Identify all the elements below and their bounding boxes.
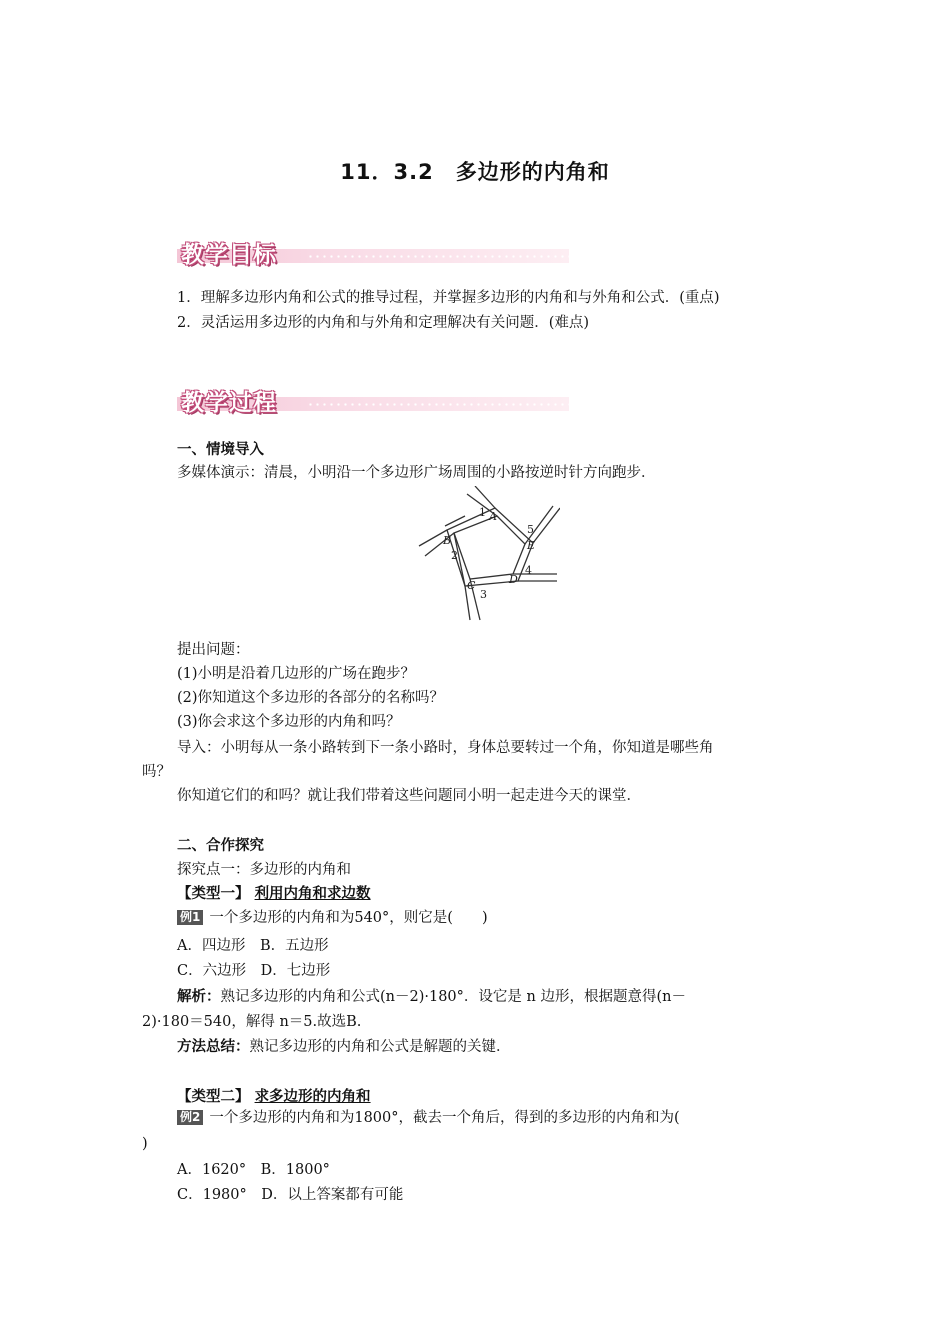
example2-stem <box>177 1108 680 1128</box>
example1-analysis <box>177 987 686 1007</box>
type1-name: 利用内角和求边数 <box>254 886 371 902</box>
example1-text: 一个多边形的内角和为540°，则它是( ) <box>209 910 488 926</box>
example1-stem <box>177 908 488 928</box>
label-4: 4 <box>525 564 532 577</box>
part2-heading: 二、合作探究 <box>177 838 264 854</box>
label-D: D <box>509 573 518 586</box>
type1-heading <box>177 884 371 904</box>
example1-options-row: C．六边形 D．七边形 <box>177 963 331 979</box>
label-2: 2 <box>451 549 458 562</box>
question-item: (2)你知道这个多边形的各部分的名称吗？ <box>177 690 445 706</box>
part1-intro: 多媒体演示：清晨，小明沿一个多边形广场周围的小路按逆时针方向跑步． <box>177 465 656 481</box>
type2-heading <box>177 1087 371 1107</box>
label-A: A <box>489 510 497 523</box>
example2-stem-wrap: ) <box>142 1136 148 1152</box>
goal-item: 2．灵活运用多边形的内角和与外角和定理解决有关问题．(难点) <box>177 315 590 331</box>
example1-summary <box>177 1037 511 1057</box>
banner-label: 教学目标 <box>181 242 277 268</box>
type2-name: 求多边形的内角和 <box>254 1089 371 1105</box>
section-banner-process <box>177 384 569 418</box>
pentagon-path-figure <box>415 486 560 622</box>
example1-badge: 例1 <box>177 910 203 925</box>
example2-options-row: C．1980° D．以上答案都有可能 <box>177 1187 404 1203</box>
question-item: (1)小明是沿着几边形的广场在跑步？ <box>177 666 416 682</box>
label-E: E <box>527 539 536 552</box>
label-1: 1 <box>479 506 486 519</box>
example2-text: 一个多边形的内角和为1800°，截去一个角后，得到的多边形的内角和为( <box>209 1110 680 1126</box>
summary-label: 方法总结： <box>177 1039 250 1055</box>
type1-tag: 【类型一】 <box>177 886 250 902</box>
summary-text: 熟记多边形的内角和公式是解题的关键． <box>249 1039 511 1055</box>
lead-text-2: 你知道它们的和吗？就让我们带着这些问题同小明一起走进今天的课堂． <box>177 788 641 804</box>
analysis-text: 熟记多边形的内角和公式(n－2)·180°．设它是 n 边形，根据题意得(n－ <box>220 989 686 1005</box>
explore-point: 探究点一：多边形的内角和 <box>177 862 351 878</box>
label-C: C <box>467 579 476 592</box>
label-3: 3 <box>480 588 487 601</box>
question-item: (3)你会求这个多边形的内角和吗？ <box>177 714 401 730</box>
goal-item: 1．理解多边形内角和公式的推导过程，并掌握多边形的内角和与外角和公式．(重点) <box>177 290 720 306</box>
part1-heading: 一、情境导入 <box>177 442 264 458</box>
label-5: 5 <box>527 523 534 536</box>
ask-label: 提出问题： <box>177 642 250 658</box>
example1-options-row: A．四边形 B．五边形 <box>177 938 329 954</box>
section-banner-goals <box>177 236 569 270</box>
banner-label: 教学过程 <box>181 390 277 416</box>
example2-badge: 例2 <box>177 1110 203 1125</box>
analysis-label: 解析： <box>177 989 221 1005</box>
example1-analysis-wrap: 2)·180＝540，解得 n＝5.故选B. <box>142 1014 362 1030</box>
lead-text: 导入：小明每从一条小路转到下一条小路时，身体总要转过一个角，你知道是哪些角 <box>177 740 714 756</box>
example2-options-row: A．1620° B．1800° <box>177 1162 330 1178</box>
type2-tag: 【类型二】 <box>177 1089 250 1105</box>
lead-text-wrap: 吗？ <box>142 764 171 780</box>
page-title: 11．3.2 多边形的内角和 <box>340 160 610 184</box>
label-B: B <box>443 534 452 547</box>
